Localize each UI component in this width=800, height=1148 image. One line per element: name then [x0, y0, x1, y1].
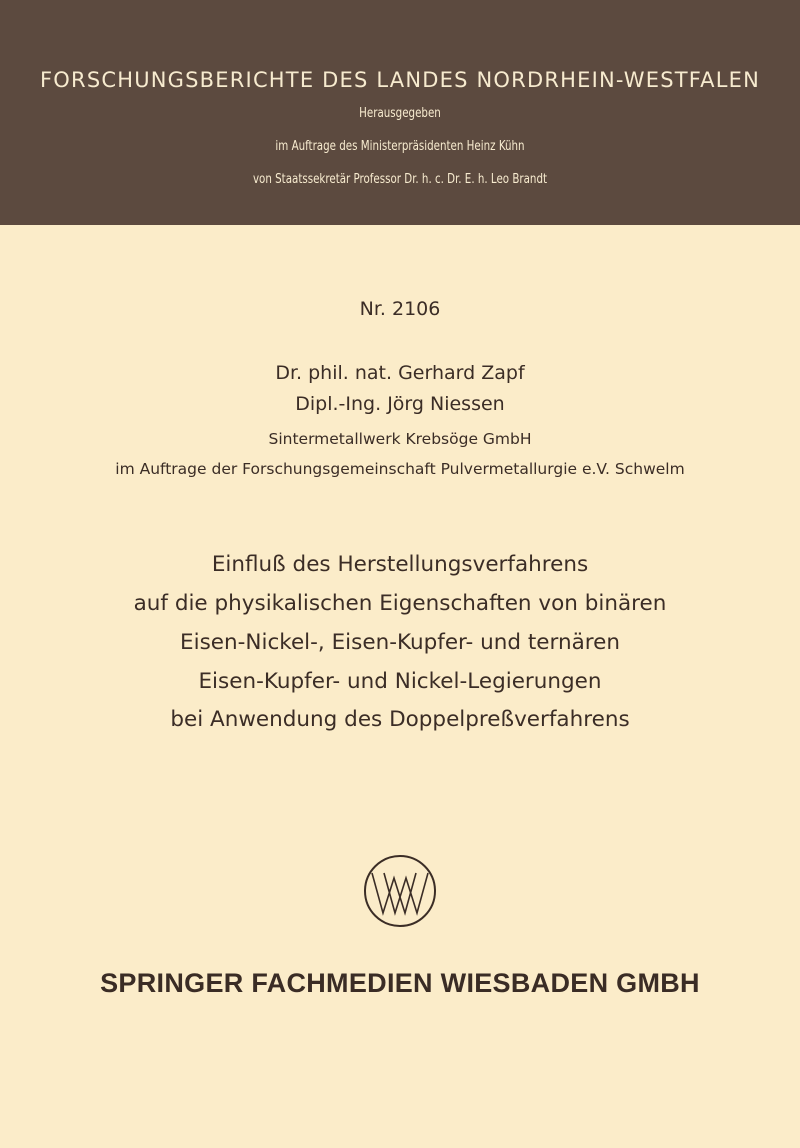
header-band [0, 0, 800, 225]
editor-line: von Staatssekretär Professor Dr. h. c. Dr. E. h. Leo Brandt [252, 172, 548, 187]
report-number: Nr. 2106 [359, 298, 441, 320]
affiliation: Sintermetallwerk Krebsöge GmbH [268, 430, 532, 448]
publisher-name: SPRINGER FACHMEDIEN WIESBADEN GMBH [100, 968, 700, 998]
book-title-line: bei Anwendung des Doppelpreßverfahrens [170, 707, 630, 732]
author: Dipl.-Ing. Jörg Niessen [295, 393, 505, 415]
author: Dr. phil. nat. Gerhard Zapf [275, 362, 525, 384]
editor-line: im Auftrage des Ministerpräsidenten Heinz Kühn [275, 139, 525, 154]
affiliation: im Auftrage der Forschungsgemeinschaft Pulvermetallurgie e.V. Schwelm [115, 460, 685, 478]
editor-line: Herausgegeben [359, 106, 441, 121]
series-title: FORSCHUNGSBERICHTE DES LANDES NORDRHEIN-WESTFALEN [40, 68, 760, 92]
book-title-line: Eisen-Kupfer- und Nickel-Legierungen [198, 669, 602, 694]
book-title-line: auf die physikalischen Eigenschaften von binären [133, 591, 667, 616]
publisher-logo-icon [362, 853, 438, 929]
book-title-line: Eisen-Nickel-, Eisen-Kupfer- und ternären [180, 630, 620, 655]
book-title-line: Einfluß des Herstellungsverfahrens [211, 552, 589, 577]
